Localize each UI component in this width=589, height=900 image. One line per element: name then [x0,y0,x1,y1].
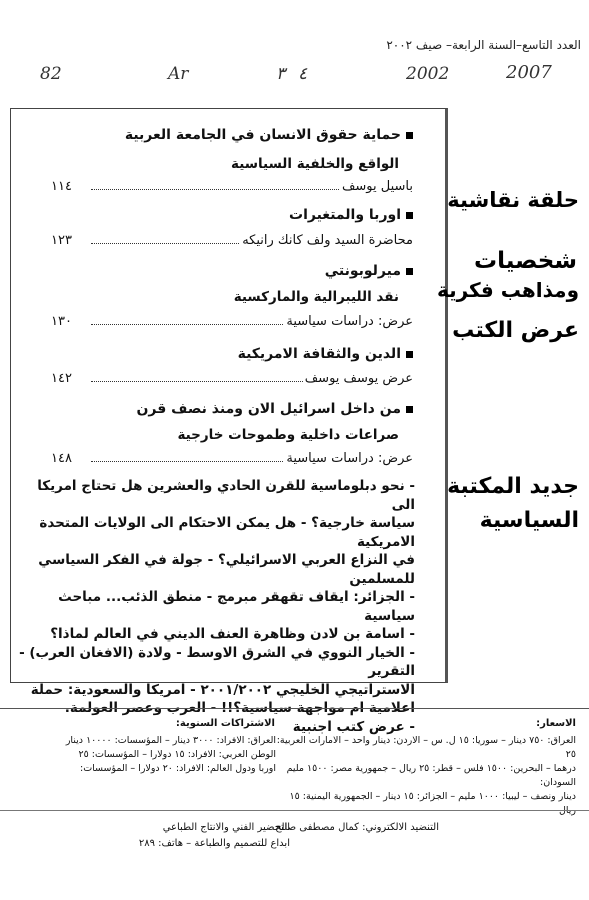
toc-entry-title: حماية حقوق الانسان في الجامعة العربية [125,127,413,143]
section-label-schools: ومذاهب فكرية [436,278,579,302]
price-line: العراق: ٧٥٠ دينار – سوريا: ١٥ ل. س – الاردن: دينار واحد – الامارات العربية: ٢٥ [276,735,576,760]
toc-entry-page: ١٣٠ [51,314,72,329]
toc-entry-author: عرض: دراسات سياسية [286,314,413,329]
typesetting-credit: التنضيد الالكتروني: كمال مصطفى صالح [275,822,439,833]
news-line: - عرض كتب اجنبية [292,718,415,735]
production-credit: التحضير الفني والانتاج الطباعي [162,822,290,833]
toc-entry-subtitle: الواقع والخلفية السياسية [231,156,399,172]
toc-entry-author: عرض يوسف يوسف [304,371,413,386]
news-line: اعلامية ام مواجهة سياسية؟!! - العرب وعصر العولمة. [64,700,415,716]
bullet-square-icon [406,132,413,139]
toc-entry-subtitle: صراعات داخلية وطموحات خارجية [177,427,399,443]
section-label-book-review: عرض الكتب [452,318,579,343]
subscriptions-heading: الاشتراكات السنوية: [175,718,275,729]
subscription-line: العراق: الافراد: ٣٠٠٠ دينار – المؤسسات: ١٠٠٠٠ دينار [65,735,276,746]
handwritten-mark-a: ٤ [298,64,308,84]
printing-credit: ابداع للتصميم والطباعة – هاتف: ٢٨٩ [138,838,290,849]
bullet-square-icon [406,406,413,413]
price-line: درهما – البحرين: ١٥٠٠ فلس – قطر: ٢٥ ريال – جمهورية مصر: ١٥٠٠ مليم السودان: [286,763,576,788]
section-label-figures: شخصيات [474,248,577,274]
prices-block [276,734,576,818]
credits-divider [0,810,589,811]
section-label-new-library: جديد المكتبة [447,474,579,499]
news-line: سياسة خارجية؟ - هل يمكن الاحتكام الى الولايات المتحدة الامريكية [39,515,415,550]
toc-entry-title: الدين والثقافة الامريكية [238,346,413,362]
subscription-line: اوربا ودول العالم: الافراد: ٢٠ دولارا – المؤسسات: [80,763,276,774]
subscription-line: الوطن العربي: الافراد: ١٥ دولارا – المؤسسات: ٢٥ [78,749,276,760]
prices-heading: الاسعار: [536,718,576,729]
toc-entry-author: باسيل يوسف [341,179,413,194]
toc-entry-author-row [51,314,413,332]
subscriptions-block [8,734,276,776]
handwritten-mark-ar: Ar [168,64,189,84]
news-line: في النزاع العربي الاسرائيلي؟ - جولة في الفكر السياسي للمسلمين [38,552,415,587]
bullet-square-icon [406,351,413,358]
toc-entry-page: ١٤٢ [51,371,72,386]
toc-entry-page: ١٤٨ [51,451,72,466]
bullet-square-icon [406,268,413,275]
toc-entry-page: ١١٤ [51,179,72,194]
section-label-political: السياسية [479,508,579,533]
toc-entry-title: من داخل اسرائيل الان ومنذ نصف قرن [136,401,413,417]
news-line: - نحو دبلوماسية للقرن الحادي والعشرين هل تحتاج امريكا الى [37,478,415,513]
toc-entry-author-row [51,179,413,197]
handwritten-year-2007: 2007 [506,62,552,83]
toc-entry-author-row [51,371,413,389]
toc-entry-title: ميرلوبونتي [325,263,413,279]
toc-entry-author: عرض: دراسات سياسية [286,451,413,466]
footer-divider [0,708,589,709]
bullet-square-icon [406,212,413,219]
news-line: - اسامة بن لادن وظاهرة العنف الديني في العالم لماذا؟ [50,626,415,642]
toc-entry-author-row [51,233,413,251]
news-line: الاستراتيجي الخليجي ٢٠٠١/٢٠٠٢ - امريكا والسعودية: حملة [30,681,415,698]
news-line: - الجزائر: ايقاف تقهقر مبرمج - منطق الذئب... مباحث سياسية [58,589,415,624]
price-line: دينار ونصف – ليبيا: ١٠٠٠ مليم – الجزائر: ١٥ دينار – الجمهورية اليمنية: ١٥ ريال [289,791,576,816]
toc-entry-title: اوربا والمتغيرات [289,207,413,223]
toc-entry-page: ١٢٣ [51,233,72,248]
handwritten-notes [28,62,552,88]
handwritten-mark-82: 82 [40,64,62,84]
news-line: - الخيار النووي في الشرق الاوسط - ولادة (الافغان العرب) - التقرير [19,644,415,679]
handwritten-year-2002: 2002 [406,64,450,84]
toc-entry-author-row [51,451,413,469]
issue-line: العدد التاسع–السنة الرابعة– صيف ٢٠٠٢ [386,38,581,52]
library-news-list [15,477,415,736]
toc-entry-subtitle: نقد الليبرالية والماركسية [233,289,399,305]
handwritten-mark-b: ٣ [276,64,286,84]
section-label-debate: حلقة نقاشية [447,188,579,212]
toc-entry-author: محاضرة السيد ولف كانك رانيكه [242,233,413,248]
